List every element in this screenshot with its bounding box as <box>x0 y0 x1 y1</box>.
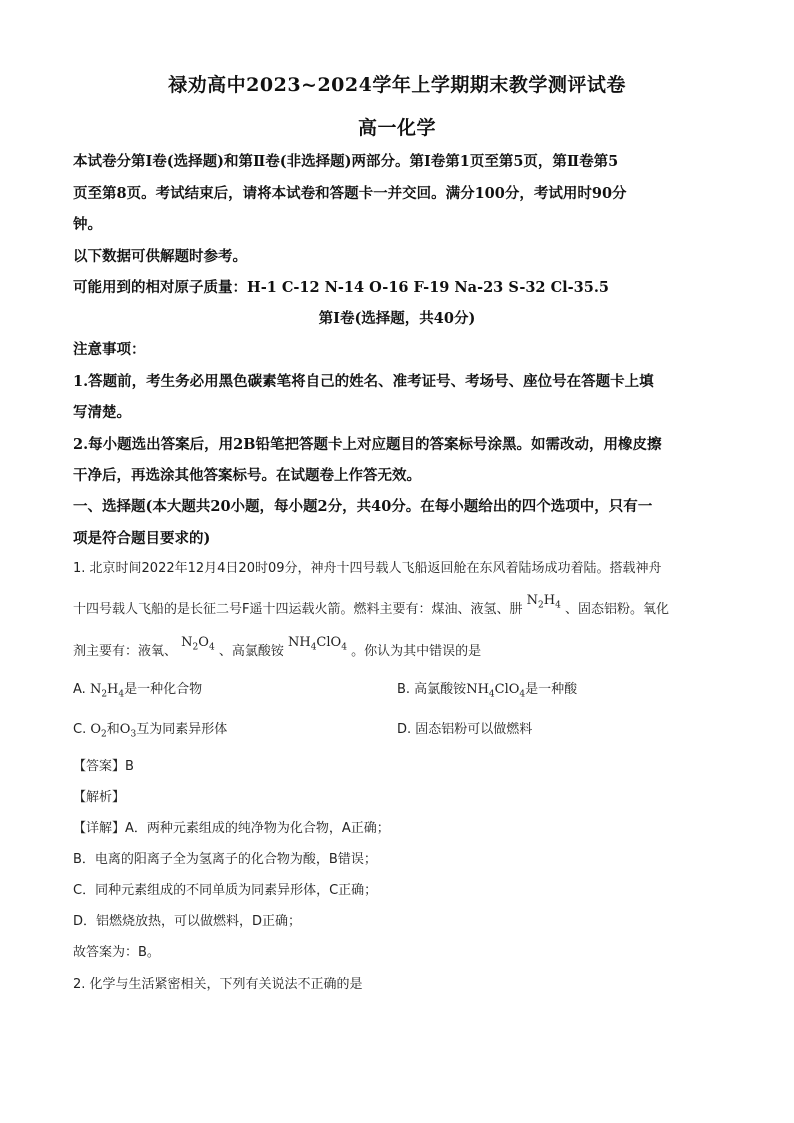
formula-o2: $O_2$ <box>90 722 107 740</box>
formula-n2h4-option: $N_2H_4$ <box>89 682 125 700</box>
q1-conclusion: 故答案为：B。 <box>73 945 160 960</box>
q1-stem-line-3: 剂主要有：液氧、 $N_2O_4$ 、高氯酸铵 $NH_4ClO_4$ 。你认为其中错误的是 <box>73 635 482 659</box>
section-heading: 第Ⅰ卷(选择题，共40分) <box>318 310 476 327</box>
atomic-mass-line: 可能用到的相对原子质量：H-1 C-12 N-14 O-16 F-19 Na-23 S-32 Cl-35.5 <box>73 279 609 296</box>
q1-detail-a: 【详解】A．两种元素组成的纯净物为化合物，A正确； <box>73 821 390 836</box>
note-1-line-2: 写清楚。 <box>73 404 131 421</box>
q1-detail-d: D．铝燃烧放热，可以做燃料，D正确； <box>73 914 302 929</box>
q1-option-b[interactable]: B. 高氯酸铵$NH_4ClO_4$是一种酸 <box>397 682 578 700</box>
formula-nh4clo4: $NH_4ClO_4$ <box>287 635 347 653</box>
intro-line-4: 以下数据可供解题时参考。 <box>73 248 247 265</box>
note-1-line-1: 1.答题前，考生务必用黑色碳素笔将自己的姓名、准考证号、考场号、座位号在答题卡上填 <box>73 373 654 390</box>
q1-stem-line-2: 十四号载人飞船的是长征二号F遥十四运载火箭。燃料主要有：煤油、液氢、肼 $N_2H_4$ 、固态铝粉。氧化 <box>73 593 669 617</box>
q1-option-d[interactable]: D. 固态铝粉可以做燃料 <box>397 722 533 737</box>
note-2-line-1: 2.每小题选出答案后，用2B铅笔把答题卡上对应题目的答案标号涂黑。如需改动，用橡皮擦 <box>73 436 662 453</box>
exam-subject: 高一化学 <box>357 117 436 139</box>
note-2-line-2: 干净后，再选涂其他答案标号。在试题卷上作答无效。 <box>73 467 421 484</box>
q1-option-c[interactable]: C. $O_2$和$O_3$互为同素异形体 <box>73 722 228 740</box>
part-heading-line-1: 一、选择题(本大题共20小题，每小题2分，共40分。在每小题给出的四个选项中，只有一 <box>73 498 653 515</box>
q1-option-a[interactable]: A. $N_2H_4$是一种化合物 <box>73 682 203 700</box>
q1-stem-line-1: 1. 北京时间2022年12月4日20时09分，神舟十四号载人飞船返回舱在东风着陆场成功着陆。搭载神舟 <box>73 561 662 576</box>
intro-line-3: 钟。 <box>73 216 102 233</box>
formula-n2h4: $N_2H_4$ <box>526 593 561 611</box>
exam-title: 禄劝高中2023~2024学年上学期期末教学测评试卷 <box>168 74 626 96</box>
part-heading-line-2: 项是符合题目要求的) <box>73 530 211 547</box>
q1-detail-c: C．同种元素组成的不同单质为同素异形体，C正确； <box>73 883 378 898</box>
q1-detail-b: B．电离的阳离子全为氢离子的化合物为酸，B错误； <box>73 852 377 867</box>
formula-nh4clo4-option: $NH_4ClO_4$ <box>466 682 526 700</box>
q1-analysis-label: 【解析】 <box>73 790 126 805</box>
intro-line-1: 本试卷分第Ⅰ卷(选择题)和第Ⅱ卷(非选择题)两部分。第Ⅰ卷第1页至第5页，第Ⅱ卷第5 <box>73 153 619 170</box>
notes-title: 注意事项： <box>73 341 146 358</box>
formula-o3: $O_3$ <box>119 722 137 740</box>
q2-stem: 2. 化学与生活紧密相关，下列有关说法不正确的是 <box>73 977 363 992</box>
formula-n2o4: $N_2O_4$ <box>181 635 215 653</box>
intro-line-2: 页至第8页。考试结束后，请将本试卷和答题卡一并交回。满分100分，考试用时90分 <box>73 185 627 202</box>
q1-answer: 【答案】B <box>73 759 134 774</box>
